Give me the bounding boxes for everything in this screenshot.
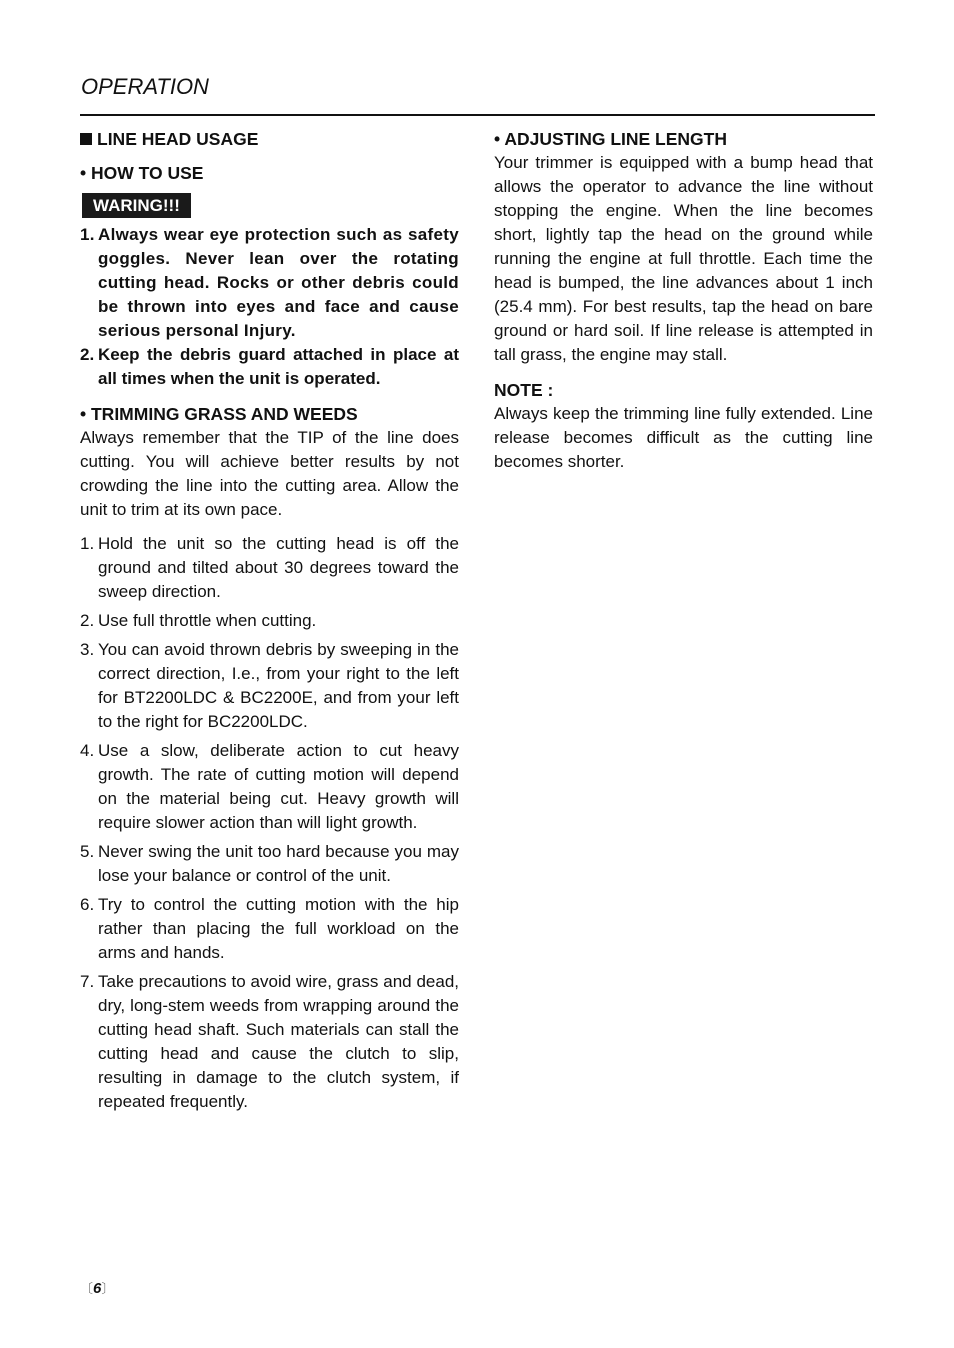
adjusting-line-heading: • ADJUSTING LINE LENGTH [494,129,727,149]
warning-badge-row [80,193,459,218]
trimming-steps [80,532,459,1114]
step-number: 3. [80,640,95,659]
page-number [80,1278,114,1297]
page-number-value: 6 [93,1280,102,1297]
bracket-right: 〕 [101,1281,115,1296]
adjusting-line-text: Your trimmer is equipped with a bump head that allows the operator to advance the line without stopping the engine. When the line becomes short, lightly tap the head on the ground while running the engine at full throttle. Each time the head is bumped, the line advances about 1 inch (25.4 mm). For best results, tap the head on bare ground or hard soil. If line release is attempted in tall grass, the engine may stall. [494,153,873,364]
step-text: Take precautions to avoid wire, grass and dead, dry, long-stem weeds from wrapping around the cutting head shaft. Such materials can stall the cutting head and cause the clutch to slip, resulting in damage to the clutch system, if repeated frequently. [98,972,459,1111]
list-item [80,840,459,888]
black-square-icon [80,133,92,145]
warning-number: 2. [80,345,95,364]
step-number: 7. [80,972,95,991]
warning-number: 1. [80,225,95,244]
step-text: Use full throttle when cutting. [98,611,317,630]
warning-text: Always wear eye protection such as safety goggles. Never lean over the rotating cutting head. Rocks or other debris could be thrown into eyes and face and cause serious personal Injury. [98,225,459,340]
section-heading-line-head-usage [80,127,459,151]
left-column [80,127,459,1114]
warning-list [80,223,459,391]
warning-badge: WARING!!! [82,193,191,218]
section-title: LINE HEAD USAGE [97,129,259,149]
header-divider [80,114,875,116]
right-column [494,127,873,474]
step-text: Never swing the unit too hard because you may lose your balance or control of the unit. [98,842,459,885]
step-number: 1. [80,534,95,553]
warning-item [80,223,459,343]
step-text: You can avoid thrown debris by sweeping in the correct direction, I.e., from your right to the left for BT2200LDC & BC2200E, and from your left to the right for BC2200LDC. [98,640,459,731]
warning-item [80,343,459,391]
step-number: 2. [80,611,95,630]
step-number: 6. [80,895,95,914]
step-text: Try to control the cutting motion with the hip rather than placing the full workload on the arms and hands. [98,895,459,962]
step-text: Use a slow, deliberate action to cut heavy growth. The rate of cutting motion will depend on the material being cut. Heavy growth will require slower action than will light growth. [98,741,459,832]
list-item [80,638,459,734]
warning-text: Keep the debris guard attached in place at all times when the unit is operated. [98,345,459,388]
list-item [80,739,459,835]
page-title: OPERATION [81,74,209,99]
step-text: Hold the unit so the cutting head is off the ground and tilted about 30 degrees toward the sweep direction. [98,534,459,601]
list-item [80,609,459,633]
bracket-left: 〔 [80,1281,94,1296]
trimming-heading: • TRIMMING GRASS AND WEEDS [80,404,358,424]
step-number: 4. [80,741,95,760]
step-number: 5. [80,842,95,861]
list-item [80,532,459,604]
trimming-intro: Always remember that the TIP of the line does cutting. You will achieve better results by not crowding the line into the cutting area. Allow the unit to trim at its own pace. [80,428,459,519]
how-to-use-heading: • HOW TO USE [80,163,204,183]
note-text: Always keep the trimming line fully extended. Line release becomes difficult as the cutting line becomes shorter. [494,404,873,471]
note-heading: NOTE : [494,380,554,400]
list-item [80,970,459,1114]
list-item [80,893,459,965]
